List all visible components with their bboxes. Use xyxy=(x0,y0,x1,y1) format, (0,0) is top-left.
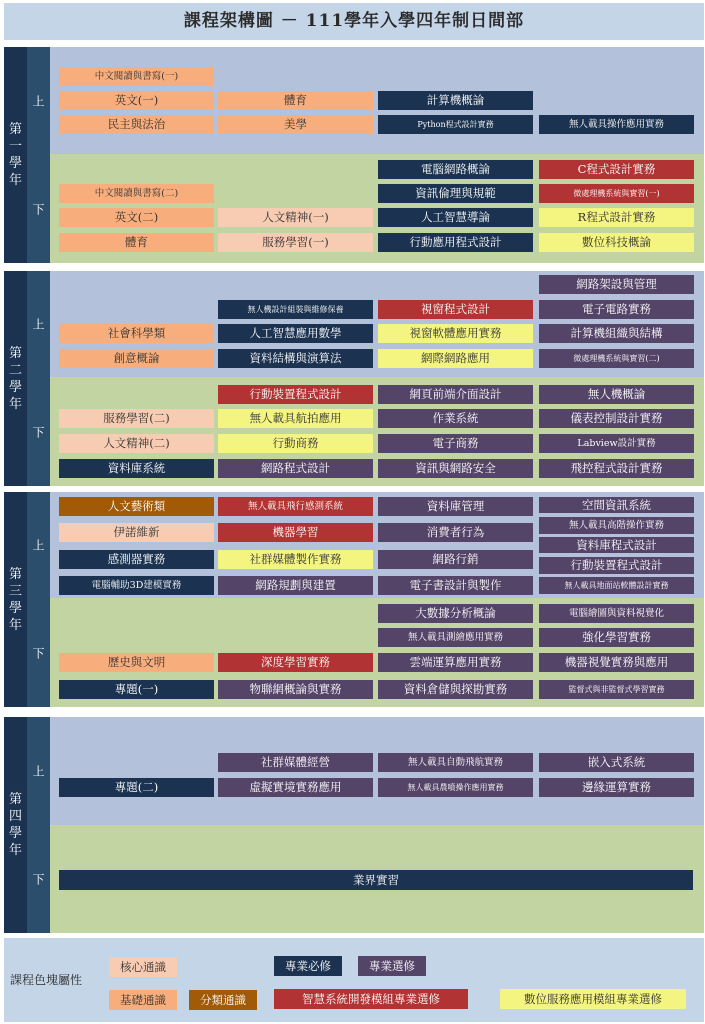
course-cell: 行動裝置程式設計 xyxy=(539,557,694,574)
semester-label-upper: 上 xyxy=(27,492,50,598)
course-cell: 虛擬實境實務應用 xyxy=(218,778,373,797)
course-cell: 無人載具自動飛航實務 xyxy=(378,753,533,772)
year-label: 第 三 學 年 xyxy=(4,492,27,707)
course-cell: 行動裝置程式設計 xyxy=(218,385,373,404)
course-cell: 資訊與網路安全 xyxy=(378,459,533,478)
course-cell: R程式設計實務 xyxy=(539,208,694,227)
course-cell: 視窗程式設計 xyxy=(378,300,533,319)
legend-title: 課程色塊屬性 xyxy=(10,973,83,987)
course-cell: 英文(一) xyxy=(59,91,214,110)
course-cell: 民主與法治 xyxy=(59,115,214,134)
course-cell: 資料倉儲與探勘實務 xyxy=(378,680,533,699)
course-cell: 機器學習 xyxy=(218,523,373,542)
legend-required: 專業必修 xyxy=(274,956,342,976)
semester-label-lower: 下 xyxy=(27,598,50,707)
course-cell: 消費者行為 xyxy=(378,523,533,542)
course-cell: 社群媒體經營 xyxy=(218,753,373,772)
course-cell: 人文藝術類 xyxy=(59,497,214,516)
course-cell: 網頁前端介面設計 xyxy=(378,385,533,404)
course-cell: 微處理機系統與實習(一) xyxy=(539,184,694,203)
course-cell: 人文精神(二) xyxy=(59,434,214,453)
course-cell: 行動應用程式設計 xyxy=(378,233,533,252)
course-cell: 專題(二) xyxy=(59,778,214,797)
course-cell: Labview設計實務 xyxy=(539,434,694,453)
course-cell: 社群媒體製作實務 xyxy=(218,550,373,569)
course-cell: 儀表控制設計實務 xyxy=(539,409,694,428)
course-cell: 無人機概論 xyxy=(539,385,694,404)
course-cell: 電子電路實務 xyxy=(539,300,694,319)
course-cell: 歷史與文明 xyxy=(59,653,214,672)
course-cell: 無人機設計組裝與維修保養 xyxy=(218,300,373,319)
course-cell: 大數據分析概論 xyxy=(378,604,533,623)
legend-core: 核心通識 xyxy=(109,957,177,977)
course-cell: 無人載具高階操作實務 xyxy=(539,517,694,534)
course-cell: 深度學習實務 xyxy=(218,653,373,672)
course-cell: 電子書設計與製作 xyxy=(378,576,533,595)
course-cell: 服務學習(二) xyxy=(59,409,214,428)
course-cell: 資料庫程式設計 xyxy=(539,537,694,553)
course-cell: Python程式設計實務 xyxy=(378,115,533,134)
course-cell: C程式設計實務 xyxy=(539,160,694,179)
course-cell: 人工智慧導論 xyxy=(378,208,533,227)
course-cell: 無人載具操作應用實務 xyxy=(539,115,694,134)
course-cell: 微處理機系統與實習(二) xyxy=(539,349,694,368)
legend-smart: 智慧系統開發模組專業選修 xyxy=(274,989,468,1009)
course-cell: 電腦繪圖與資料視覺化 xyxy=(539,604,694,623)
year-label: 第 一 學 年 xyxy=(4,47,27,263)
course-cell: 人工智慧應用數學 xyxy=(218,324,373,343)
course-cell: 美學 xyxy=(218,115,373,134)
course-cell: 物聯網概論與實務 xyxy=(218,680,373,699)
year-label: 第 四 學 年 xyxy=(4,717,27,933)
semester-label-upper: 上 xyxy=(27,47,50,154)
course-cell: 行動商務 xyxy=(218,434,373,453)
course-cell: 計算機概論 xyxy=(378,91,533,110)
course-cell: 無人載具農噴操作應用實務 xyxy=(378,778,533,797)
legend-digital: 數位服務應用模組專業選修 xyxy=(500,989,686,1009)
course-cell: 無人載具地面站軟體設計實務 xyxy=(539,577,694,594)
legend-category: 分類通識 xyxy=(189,990,257,1010)
semester-label-lower: 下 xyxy=(27,377,50,486)
legend-basic: 基礎通識 xyxy=(109,990,177,1010)
course-cell: 專題(一) xyxy=(59,680,214,699)
course-cell: 網路程式設計 xyxy=(218,459,373,478)
course-cell: 社會科學類 xyxy=(59,324,214,343)
course-cell: 無人載具測繪應用實務 xyxy=(378,628,533,647)
course-cell: 空間資訊系統 xyxy=(539,497,694,513)
course-cell: 網際網路應用 xyxy=(378,349,533,368)
course-cell: 伊諾維新 xyxy=(59,523,214,542)
course-cell: 電腦輔助3D建模實務 xyxy=(59,576,214,595)
course-cell: 網路行銷 xyxy=(378,550,533,569)
course-cell: 業界實習 xyxy=(59,870,693,890)
legend-elective: 專業選修 xyxy=(358,956,426,976)
course-cell: 體育 xyxy=(59,233,214,252)
course-cell: 無人載具航拍應用 xyxy=(218,409,373,428)
course-cell: 計算機組織與結構 xyxy=(539,324,694,343)
semester-label-lower: 下 xyxy=(27,825,50,933)
course-cell: 資訊倫理與規範 xyxy=(378,184,533,203)
semester-label-lower: 下 xyxy=(27,154,50,263)
course-cell: 資料庫系統 xyxy=(59,459,214,478)
course-cell: 無人載具飛行感測系統 xyxy=(218,497,373,516)
course-cell: 創意概論 xyxy=(59,349,214,368)
course-cell: 數位科技概論 xyxy=(539,233,694,252)
course-cell: 作業系統 xyxy=(378,409,533,428)
course-cell: 資料結構與演算法 xyxy=(218,349,373,368)
course-cell: 中文閱讀與書寫(一) xyxy=(59,67,214,86)
course-cell: 網路架設與管理 xyxy=(539,275,694,294)
course-cell: 邊緣運算實務 xyxy=(539,778,694,797)
course-cell: 監督式與非監督式學習實務 xyxy=(539,680,694,699)
course-cell: 體育 xyxy=(218,91,373,110)
course-cell: 雲端運算應用實務 xyxy=(378,653,533,672)
course-cell: 飛控程式設計實務 xyxy=(539,459,694,478)
course-cell: 中文閱讀與書寫(二) xyxy=(59,184,214,203)
course-cell: 視窗軟體應用實務 xyxy=(378,324,533,343)
course-cell: 電子商務 xyxy=(378,434,533,453)
course-cell: 感測器實務 xyxy=(59,550,214,569)
course-cell: 機器視覺實務與應用 xyxy=(539,653,694,672)
semester-label-upper: 上 xyxy=(27,717,50,825)
course-cell: 強化學習實務 xyxy=(539,628,694,647)
year-label: 第 二 學 年 xyxy=(4,271,27,486)
course-cell: 電腦網路概論 xyxy=(378,160,533,179)
course-cell: 英文(二) xyxy=(59,208,214,227)
page-title: 課程架構圖 － 111學年入學四年制日間部 xyxy=(4,3,704,40)
course-cell: 服務學習(一) xyxy=(218,233,373,252)
course-cell: 資料庫管理 xyxy=(378,497,533,516)
semester-label-upper: 上 xyxy=(27,271,50,377)
course-cell: 人文精神(一) xyxy=(218,208,373,227)
course-cell: 網路規劃與建置 xyxy=(218,576,373,595)
course-cell: 嵌入式系統 xyxy=(539,753,694,772)
